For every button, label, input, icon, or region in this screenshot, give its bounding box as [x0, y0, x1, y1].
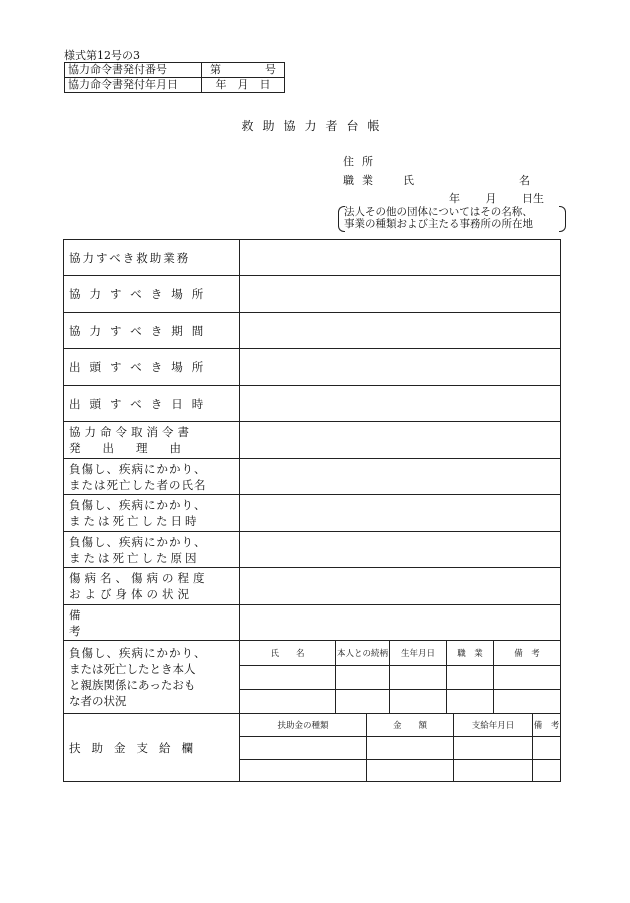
row-label-injured-name: 負傷し、疾病にかかり、 または死亡した者の氏名 [64, 459, 240, 495]
table-row [64, 495, 561, 532]
family-subtable-cell [240, 641, 561, 714]
benefit-cell[interactable] [533, 759, 561, 781]
benefit-col-date: 支給年月日 [454, 714, 533, 736]
benefit-col-type: 扶助金の種類 [240, 714, 367, 736]
row-value-period[interactable] [240, 313, 561, 349]
family-cell[interactable] [494, 665, 561, 689]
address-label: 住所 [343, 155, 381, 168]
header-fields-table [64, 62, 285, 93]
row-value-appear-datetime[interactable] [240, 386, 561, 422]
row-value-place[interactable] [240, 276, 561, 313]
issue-date-label: 協力命令書発付年月日 [65, 78, 202, 93]
benefit-col-remarks: 備 考 [533, 714, 561, 736]
row-value-cancel-reason[interactable] [240, 422, 561, 459]
row-label-injury-status: 傷病名、傷病の程度 および身体の状況 [64, 568, 240, 605]
benefit-cell[interactable] [240, 759, 367, 781]
row-label-place: 協力すべき場所 [64, 276, 240, 313]
corporation-note-line2: 事業の種類および主たる事務所の所在地 [344, 218, 533, 230]
row-value-injured-cause[interactable] [240, 532, 561, 568]
table-row [64, 422, 561, 459]
row-label-family: 負傷し、疾病にかかり、 または死亡したとき本人 と親族関係にあったおも な者の状況 [64, 641, 240, 714]
family-cell[interactable] [240, 665, 336, 689]
rescue-cooperator-table [63, 239, 561, 782]
family-col-relation: 本人との続柄 [336, 641, 390, 665]
family-cell[interactable] [390, 689, 447, 713]
job-label: 職業 [343, 174, 381, 187]
row-value-task[interactable] [240, 240, 561, 276]
table-row [64, 641, 561, 714]
benefit-cell[interactable] [367, 736, 454, 759]
row-label-period: 協力すべき期間 [64, 313, 240, 349]
table-row [64, 313, 561, 349]
row-label-appear-place: 出頭すべき場所 [64, 349, 240, 386]
row-label-benefit: 扶助金支給欄 [64, 714, 240, 782]
benefit-cell[interactable] [367, 759, 454, 781]
family-subtable [240, 641, 560, 713]
row-value-appear-place[interactable] [240, 349, 561, 386]
header-row-issue-number [65, 63, 285, 78]
table-row [64, 349, 561, 386]
table-row [64, 532, 561, 568]
family-cell[interactable] [447, 665, 494, 689]
row-value-injury-status[interactable] [240, 568, 561, 605]
row-label-remarks: 備考 [64, 605, 240, 641]
row-value-remarks[interactable] [240, 605, 561, 641]
family-col-name: 氏 名 [240, 641, 336, 665]
family-cell[interactable] [336, 665, 390, 689]
family-cell[interactable] [390, 665, 447, 689]
benefit-col-amount: 金 額 [367, 714, 454, 736]
page-title: 救助協力者台帳 [241, 119, 389, 133]
row-value-injured-datetime[interactable] [240, 495, 561, 532]
row-label-task: 協力すべき救助業務 [64, 240, 240, 276]
table-row [64, 276, 561, 313]
family-col-birthdate: 生年月日 [390, 641, 447, 665]
family-cell[interactable] [447, 689, 494, 713]
issue-number-label: 協力命令書発付番号 [65, 63, 202, 78]
table-row [64, 605, 561, 641]
benefit-cell[interactable] [454, 736, 533, 759]
form-number: 様式第12号の3 [64, 49, 140, 62]
benefit-subtable-cell [240, 714, 561, 782]
family-col-remarks: 備 考 [494, 641, 561, 665]
benefit-cell[interactable] [454, 759, 533, 781]
benefit-cell[interactable] [240, 736, 367, 759]
family-cell[interactable] [494, 689, 561, 713]
name-label-family: 氏 [403, 174, 414, 187]
family-cell[interactable] [240, 689, 336, 713]
row-label-injured-datetime: 負傷し、疾病にかかり、 または死亡した日時 [64, 495, 240, 532]
benefit-subtable [240, 714, 560, 781]
issue-number-value: 第 号 [202, 63, 285, 78]
table-row [64, 459, 561, 495]
benefit-cell[interactable] [533, 736, 561, 759]
row-label-appear-datetime: 出頭すべき日時 [64, 386, 240, 422]
corporation-note-line1: 法人その他の団体についてはその名称、 [344, 206, 533, 218]
table-row [64, 568, 561, 605]
row-label-cancel-reason: 協力命令取消令書 発出理由 [64, 422, 240, 459]
family-col-job: 職 業 [447, 641, 494, 665]
row-value-injured-name[interactable] [240, 459, 561, 495]
header-row-issue-date [65, 78, 285, 93]
table-row [64, 386, 561, 422]
table-row [64, 714, 561, 782]
family-cell[interactable] [336, 689, 390, 713]
row-label-injured-cause: 負傷し、疾病にかかり、 または死亡した原因 [64, 532, 240, 568]
table-row [64, 240, 561, 276]
issue-date-value: 年 月 日 [202, 78, 285, 93]
corporation-note [338, 206, 566, 232]
name-label-given: 名 [519, 174, 530, 187]
birthdate-label: 年 月 日生 [449, 192, 544, 205]
